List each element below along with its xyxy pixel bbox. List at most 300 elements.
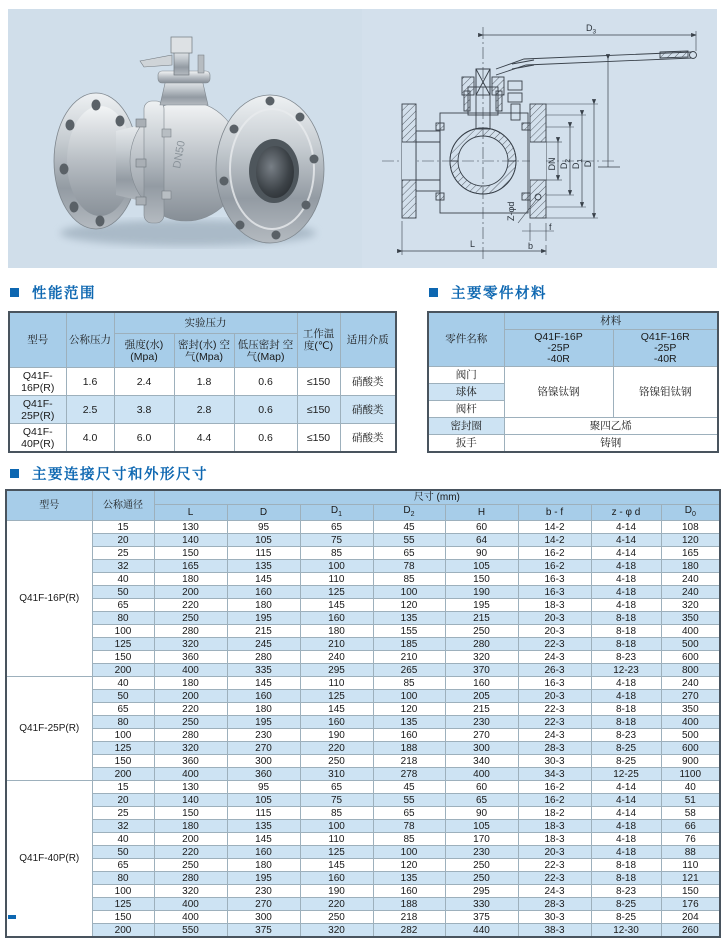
dimension-row [6,690,720,703]
cast-text: DN50 [171,139,188,170]
cell: 121 [661,872,720,885]
dimension-row [6,664,720,677]
cell: 90 [445,547,518,560]
cell: 150 [445,573,518,586]
cell: 300 [227,911,300,924]
cell: 370 [445,664,518,677]
cell: 105 [445,820,518,833]
col-header-model: 型号 [9,312,66,368]
cell: 硝酸类 [340,368,396,396]
cell: 135 [227,820,300,833]
cell: 45 [373,781,445,794]
cell: 80 [92,716,154,729]
dimension-row [6,807,720,820]
cell: 8-25 [591,911,661,924]
next-section-bullet-icon [8,915,16,919]
part-name-cell: 阀杆 [428,401,504,418]
dim-label-d1: $D_1$ [571,158,584,170]
cell: 188 [373,898,445,911]
cell: 210 [373,651,445,664]
cell: 12-23 [591,664,661,677]
cell: 88 [661,846,720,859]
cell: 250 [300,755,373,768]
cell: 65 [300,781,373,794]
cell: Q41F-25P(R) [9,396,66,424]
cell: 250 [154,612,227,625]
cell: 195 [227,872,300,885]
cell: 150 [154,807,227,820]
cell: 100 [300,820,373,833]
cell: 65 [373,807,445,820]
cell: 8-18 [591,716,661,729]
cell: 100 [373,690,445,703]
dimension-row [6,573,720,586]
cell: 185 [373,638,445,651]
cell: 280 [227,651,300,664]
cell: 125 [92,898,154,911]
cell: 50 [92,586,154,599]
cell: 180 [661,560,720,573]
cell: 15 [92,781,154,794]
cell: 230 [445,846,518,859]
cell: 65 [92,599,154,612]
model-group-cell: Q41F-40P(R) [6,781,92,938]
dim-label-z-phi-d: Z-φd [506,201,516,221]
cell: 320 [445,651,518,664]
cell: 108 [661,521,720,534]
cell: 900 [661,755,720,768]
dimension-row [6,820,720,833]
cell: 190 [445,586,518,599]
cell: 230 [227,885,300,898]
dimension-row [6,560,720,573]
cell: 278 [373,768,445,781]
cell: 240 [661,586,720,599]
cell: 30-3 [518,755,591,768]
col-header-media: 适用介质 [340,312,396,368]
cell: 210 [300,638,373,651]
cell: 320 [154,885,227,898]
cell: 115 [227,547,300,560]
cell: 4-18 [591,820,661,833]
dimension-column-header: z - φ d [591,505,661,521]
cell: 220 [154,846,227,859]
cell: 270 [227,898,300,911]
cell: 400 [661,716,720,729]
cell: 375 [445,911,518,924]
cell: 145 [300,703,373,716]
cell: 218 [373,911,445,924]
material-value-right: 铬镍钼钛钢 [613,367,718,418]
performance-row [9,368,396,396]
cell: ≤150 [297,368,340,396]
model-group-cell: Q41F-25P(R) [6,677,92,781]
cell: 280 [154,625,227,638]
cell: 3.8 [114,396,174,424]
cell: 8-18 [591,638,661,651]
cell: 66 [661,820,720,833]
cell: 20-3 [518,612,591,625]
cell: 360 [154,651,227,664]
cell: 26-3 [518,664,591,677]
cell: 335 [227,664,300,677]
cell: 135 [227,560,300,573]
model-group-cell: Q41F-16P(R) [6,521,92,677]
col-header-seal: 密封(水) 空气(Mpa) [174,334,234,368]
cell: 58 [661,807,720,820]
cell: 24-3 [518,729,591,742]
col-header-test-pressure: 实验压力 [114,312,297,334]
cell: 160 [300,716,373,729]
performance-table [8,311,397,453]
valve-technical-drawing [362,9,717,268]
dimension-row [6,729,720,742]
cell: 600 [661,742,720,755]
cell: 22-3 [518,716,591,729]
cell: 200 [154,690,227,703]
cell: 85 [300,807,373,820]
cell: 330 [445,898,518,911]
cell: 282 [373,924,445,938]
cell: 215 [445,703,518,716]
cell: 110 [300,677,373,690]
cell: 295 [445,885,518,898]
cell: 硝酸类 [340,424,396,453]
cell: 218 [373,755,445,768]
cell: 95 [227,521,300,534]
cell: 180 [227,599,300,612]
cell: 18-2 [518,807,591,820]
cell: 220 [300,742,373,755]
cell: 8-18 [591,872,661,885]
dimension-row [6,794,720,807]
cell: 270 [227,742,300,755]
cell: 4-18 [591,573,661,586]
cell: 1100 [661,768,720,781]
cell: 200 [154,586,227,599]
cell: 4-14 [591,794,661,807]
cell: 125 [92,638,154,651]
col-header-nominal-diameter: 公称通径 [92,490,154,521]
cell: 135 [373,716,445,729]
cell: 195 [227,612,300,625]
dimension-column-header: L [154,505,227,521]
cell: 24-3 [518,885,591,898]
cell: 8-23 [591,729,661,742]
cell: 250 [154,716,227,729]
cell: 0.6 [234,368,297,396]
dimension-column-header: $D_0$ [661,505,720,521]
dimension-column-header: $D_2$ [373,505,445,521]
material-value-left: 铬镍钛钢 [504,367,613,418]
cell: 12-30 [591,924,661,938]
cell: 375 [227,924,300,938]
cell: 65 [445,794,518,807]
dim-label-d2: $D_2$ [559,158,572,170]
cell: 4-18 [591,690,661,703]
cell: 145 [300,859,373,872]
cell: 32 [92,820,154,833]
cell: 4-18 [591,677,661,690]
cell: 85 [300,547,373,560]
cell: 190 [300,729,373,742]
cell: 180 [300,625,373,638]
cell: 115 [227,807,300,820]
cell: 188 [373,742,445,755]
cell: 160 [300,612,373,625]
cell: 25 [92,807,154,820]
cell: 400 [445,768,518,781]
cell: 500 [661,729,720,742]
cell: 40 [661,781,720,794]
cell: 440 [445,924,518,938]
cell: 310 [300,768,373,781]
cell: 125 [92,742,154,755]
cell: 125 [300,586,373,599]
cell: 100 [373,846,445,859]
cell: 34-3 [518,768,591,781]
dimension-row [6,898,720,911]
cell: 8-18 [591,625,661,638]
section-bullet-icon [10,288,19,297]
cell: 130 [154,781,227,794]
cell: 50 [92,690,154,703]
cell: 6.0 [114,424,174,453]
cell: ≤150 [297,396,340,424]
part-name-cell: 密封圈 [428,418,504,435]
cell: 280 [154,729,227,742]
cell: 8-18 [591,612,661,625]
cell: 550 [154,924,227,938]
dimension-row [6,586,720,599]
cell: 4.0 [66,424,114,453]
cell: 150 [154,547,227,560]
cell: 18-3 [518,599,591,612]
part-name-cell: 球体 [428,384,504,401]
cell: 14-2 [518,521,591,534]
cell: 270 [445,729,518,742]
cell: ≤150 [297,424,340,453]
cell: 360 [154,755,227,768]
section-title-text: 主要零件材料 [451,286,547,302]
cell: 320 [300,924,373,938]
cell: 150 [92,651,154,664]
cell: 20-3 [518,690,591,703]
cell: 65 [92,859,154,872]
cell: 400 [661,625,720,638]
cell: 280 [154,872,227,885]
materials-table [427,311,719,453]
cell: 64 [445,534,518,547]
cell: 500 [661,638,720,651]
dimension-row [6,924,720,938]
dimension-row [6,703,720,716]
dimension-row [6,534,720,547]
cell: 28-3 [518,898,591,911]
cell: 45 [373,521,445,534]
dimension-row [6,677,720,690]
cell: 170 [445,833,518,846]
cell: 4-14 [591,547,661,560]
cell: 60 [445,781,518,794]
dimension-row [6,911,720,924]
dimension-row [6,612,720,625]
material-value-wrench: 铸钢 [504,435,718,453]
cell: 22-3 [518,703,591,716]
material-value-seal: 聚四乙烯 [504,418,718,435]
ball-valve-photo [8,9,362,268]
col-header-material: 材料 [504,312,718,330]
cell: 78 [373,560,445,573]
cell: 205 [445,690,518,703]
col-header-model: 型号 [6,490,92,521]
dimension-row [6,547,720,560]
cell: 120 [661,534,720,547]
cell: 160 [227,846,300,859]
cell: 15 [92,521,154,534]
cell: 250 [445,872,518,885]
cell: 28-3 [518,742,591,755]
cell: 160 [227,690,300,703]
dimensions-table [5,489,721,938]
cell: 260 [661,924,720,938]
cell: 4-18 [591,846,661,859]
cell: 150 [92,755,154,768]
col-header-nominal-pressure: 公称压力 [66,312,114,368]
cell: 300 [227,755,300,768]
cell: 180 [154,677,227,690]
cell: 20-3 [518,625,591,638]
cell: 4-14 [591,521,661,534]
dimension-row [6,859,720,872]
cell: 80 [92,612,154,625]
cell: 50 [92,846,154,859]
cell: 100 [300,560,373,573]
cell: 190 [300,885,373,898]
cell: 600 [661,651,720,664]
col-header-variant-p: Q41F-16P -25P -40R [504,330,613,367]
cell: 85 [373,833,445,846]
dimension-row [6,716,720,729]
cell: 100 [373,586,445,599]
section-title-performance [10,282,96,303]
cell: 16-3 [518,573,591,586]
cell: 140 [154,534,227,547]
dimension-row [6,781,720,794]
cell: 40 [92,677,154,690]
cell: 165 [154,560,227,573]
cell: 240 [661,677,720,690]
cell: 125 [300,690,373,703]
cell: 250 [300,911,373,924]
cell: 4-14 [591,534,661,547]
cell: 90 [445,807,518,820]
cell: 204 [661,911,720,924]
cell: 100 [92,625,154,638]
cell: 320 [154,638,227,651]
cell: 360 [227,768,300,781]
cell: 250 [154,859,227,872]
cell: 65 [373,547,445,560]
section-title-text: 性能范围 [32,286,96,302]
cell: 195 [445,599,518,612]
cell: Q41F-40P(R) [9,424,66,453]
cell: 180 [227,859,300,872]
cell: 400 [154,911,227,924]
cell: 160 [373,729,445,742]
section-title-materials [429,282,547,303]
cell: 20-3 [518,846,591,859]
cell: 硝酸类 [340,396,396,424]
cell: 155 [373,625,445,638]
cell: 16-2 [518,781,591,794]
cell: 400 [154,664,227,677]
dimension-row [6,521,720,534]
cell: 95 [227,781,300,794]
col-header-working-temp: 工作温度(℃) [297,312,340,368]
col-header-low-pressure-seal: 低压密封 空气(Map) [234,334,297,368]
cell: 75 [300,794,373,807]
cell: 8-23 [591,651,661,664]
cell: 2.4 [114,368,174,396]
cell: 250 [445,859,518,872]
cell: 220 [154,703,227,716]
cell: 145 [227,833,300,846]
cell: 0.6 [234,424,297,453]
cell: 8-25 [591,755,661,768]
cell: 350 [661,703,720,716]
cell: 8-25 [591,742,661,755]
cell: 165 [661,547,720,560]
cell: 160 [445,677,518,690]
cell: 65 [300,521,373,534]
cell: 105 [227,534,300,547]
cell: 110 [661,859,720,872]
dimension-row [6,885,720,898]
cell: 230 [445,716,518,729]
dim-label-d3: $D_3$ [586,23,597,36]
cell: 160 [373,885,445,898]
cell: 800 [661,664,720,677]
dim-label-d: D [583,160,593,168]
cell: 14-2 [518,534,591,547]
cell: 8-23 [591,885,661,898]
cell: 2.5 [66,396,114,424]
cell: 51 [661,794,720,807]
col-header-size-mm: 尺寸 (mm) [154,490,720,505]
cell: 24-3 [518,651,591,664]
cell: 22-3 [518,872,591,885]
cell: 16-2 [518,794,591,807]
cell: 100 [92,885,154,898]
dimension-row [6,846,720,859]
cell: 145 [227,573,300,586]
cell: 340 [445,755,518,768]
cell: 240 [661,573,720,586]
cell: 18-3 [518,820,591,833]
dimension-column-header: H [445,505,518,521]
cell: 160 [227,586,300,599]
cell: 270 [661,690,720,703]
cell: 16-3 [518,586,591,599]
cell: 100 [92,729,154,742]
cell: 4-18 [591,833,661,846]
performance-row [9,396,396,424]
section-title-dimensions [10,463,208,484]
cell: 4-18 [591,560,661,573]
dimension-row [6,638,720,651]
cell: 265 [373,664,445,677]
